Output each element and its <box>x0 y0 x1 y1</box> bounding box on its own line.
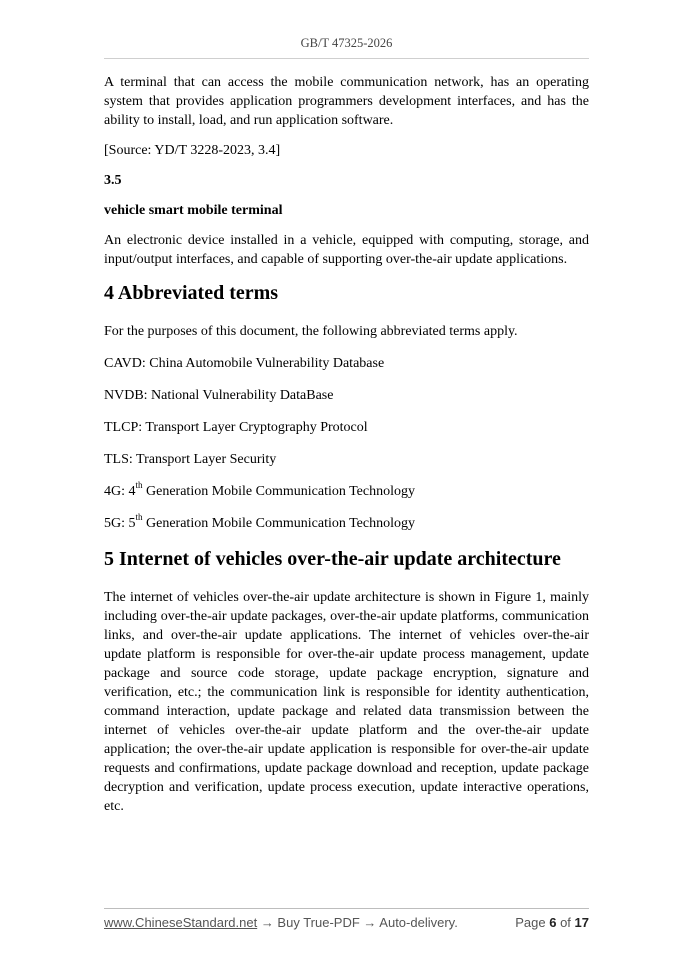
section-5-body: The internet of vehicles over-the-air update architecture is shown in Figure 1, mainly including over-the-air update packages, over-the-air update platforms, communication links, and over-the-air update applications. The internet of vehicles over-the-air update platform is responsible for over-the-air update process management, update package and source code storage, update package encryption, signature and verification, etc.; the communication link is responsible for identity authentication, command interaction, update package and related data transmission between the internet of vehicles over-the-air update platform and the over-the-air update application; the over-the-air update application is responsible for over-the-air update requests and confirmations, update package download and reception, update package decryption and verification, update process execution, update interactive operations, etc. <box>104 590 589 814</box>
term-definition: An electronic device installed in a vehicle, equipped with computing, storage, and input/output interfaces, and capable of supporting over-the-air update applications. <box>104 233 589 267</box>
abbr-intro: For the purposes of this document, the following abbreviated terms apply. <box>104 324 518 339</box>
footer-divider <box>104 908 589 909</box>
abbr-item-tlcp: TLCP: Transport Layer Cryptography Protocol <box>104 420 368 435</box>
term-title: vehicle smart mobile terminal <box>104 203 283 218</box>
total-pages: 17 <box>574 915 589 930</box>
website-link[interactable]: www.ChineseStandard.net <box>104 915 258 930</box>
abbr-item-4g: 4G: 4th Generation Mobile Communication Technology <box>104 480 416 499</box>
footer-promo <box>104 915 458 930</box>
definition-3-4-text: A terminal that can access the mobile communication network, has an operating system that provides application programmers development interfaces, and has the ability to install, load, and run application software. <box>104 75 589 128</box>
abbr-item-nvdb: NVDB: National Vulnerability DataBase <box>104 388 334 403</box>
abbr-item-cavd: CAVD: China Automobile Vulnerability Database <box>104 356 385 371</box>
page-indicator: Page 6 of 17 <box>515 915 589 930</box>
page-content <box>104 73 589 827</box>
footer-promo-text: → Buy True-PDF → Auto-delivery. <box>257 915 458 930</box>
abbr-item-tls: TLS: Transport Layer Security <box>104 452 277 467</box>
section-5-heading: 5 Internet of vehicles over-the-air update architecture <box>104 548 561 570</box>
abbr-item-5g: 5G: 5th Generation Mobile Communication Technology <box>104 512 416 531</box>
header-divider <box>104 58 589 59</box>
section-4-heading: 4 Abbreviated terms <box>104 282 279 304</box>
header-doc-id: GB/T 47325-2026 <box>300 36 393 50</box>
source-citation: [Source: YD/T 3228-2023, 3.4] <box>104 143 281 158</box>
current-page-number: 6 <box>549 915 557 930</box>
clause-number: 3.5 <box>104 173 122 188</box>
